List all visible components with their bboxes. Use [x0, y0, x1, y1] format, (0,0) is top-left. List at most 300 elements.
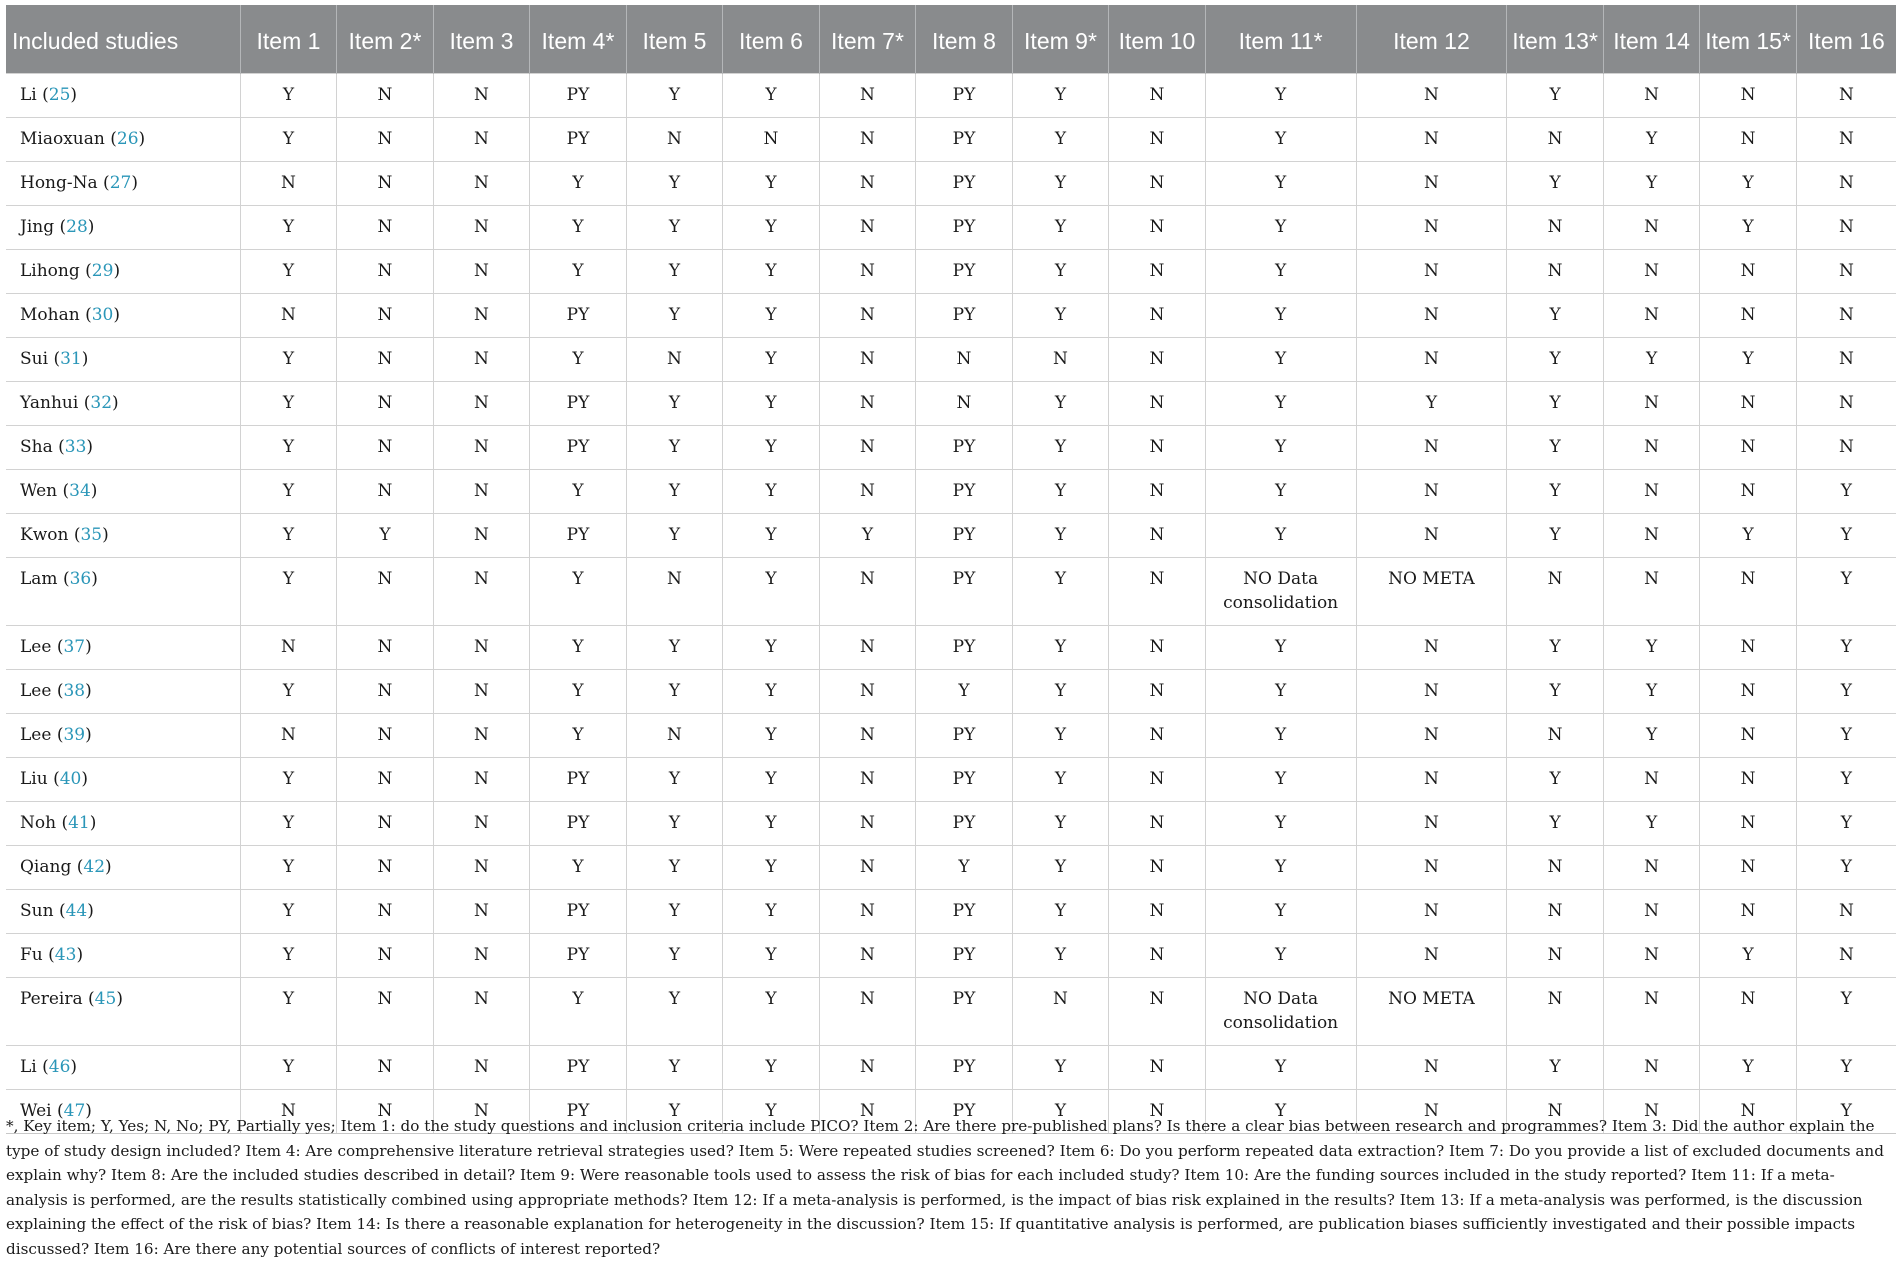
- rating-cell-item-2: N: [337, 758, 434, 802]
- rating-cell-item-16: N: [1796, 74, 1896, 118]
- study-name: Jing: [20, 217, 55, 237]
- rating-cell-item-10: N: [1109, 206, 1206, 250]
- rating-cell-item-14: N: [1603, 934, 1700, 978]
- rating-cell-item-15: N: [1700, 558, 1797, 626]
- rating-cell-item-2: N: [337, 934, 434, 978]
- rating-cell-item-11: Y: [1205, 846, 1356, 890]
- study-name-cell: Noh (41): [6, 802, 240, 846]
- rating-cell-item-3: N: [433, 514, 530, 558]
- rating-cell-item-5: Y: [626, 934, 723, 978]
- rating-cell-item-14: Y: [1603, 802, 1700, 846]
- rating-cell-item-15: N: [1700, 294, 1797, 338]
- rating-cell-item-14: N: [1603, 470, 1700, 514]
- rating-cell-item-7: N: [819, 118, 916, 162]
- rating-cell-item-14: N: [1603, 250, 1700, 294]
- rating-cell-item-5: N: [626, 714, 723, 758]
- rating-cell-item-7: N: [819, 74, 916, 118]
- rating-cell-item-6: Y: [723, 1090, 820, 1134]
- rating-cell-item-1: Y: [240, 514, 337, 558]
- rating-cell-item-9: N: [1012, 978, 1109, 1046]
- rating-cell-item-16: N: [1796, 382, 1896, 426]
- rating-cell-item-1: Y: [240, 978, 337, 1046]
- study-name: Lee: [20, 637, 52, 657]
- rating-cell-item-1: N: [240, 1090, 337, 1134]
- rating-cell-item-7: N: [819, 626, 916, 670]
- rating-cell-item-13: N: [1507, 118, 1604, 162]
- rating-cell-item-2: N: [337, 802, 434, 846]
- rating-cell-item-9: Y: [1012, 514, 1109, 558]
- rating-cell-item-4: Y: [530, 846, 627, 890]
- rating-cell-item-13: Y: [1507, 294, 1604, 338]
- rating-cell-item-14: Y: [1603, 626, 1700, 670]
- rating-cell-item-13: Y: [1507, 426, 1604, 470]
- rating-cell-item-4: PY: [530, 1090, 627, 1134]
- table-row: [6, 558, 1896, 626]
- rating-cell-item-3: N: [433, 934, 530, 978]
- rating-cell-item-14: Y: [1603, 338, 1700, 382]
- table-row: [6, 626, 1896, 670]
- rating-cell-item-4: Y: [530, 978, 627, 1046]
- table-row: [6, 382, 1896, 426]
- rating-cell-item-9: Y: [1012, 294, 1109, 338]
- reference-link[interactable]: 39: [63, 725, 86, 745]
- study-name: Hong-Na: [20, 173, 98, 193]
- rating-cell-item-6: Y: [723, 250, 820, 294]
- rating-cell-item-11: Y: [1205, 890, 1356, 934]
- rating-cell-item-1: Y: [240, 74, 337, 118]
- rating-cell-item-2: N: [337, 626, 434, 670]
- reference-link[interactable]: 25: [48, 85, 71, 105]
- reference-link[interactable]: 36: [69, 569, 92, 589]
- rating-cell-item-10: N: [1109, 118, 1206, 162]
- study-name-cell: Hong-Na (27): [6, 162, 240, 206]
- table-row: [6, 206, 1896, 250]
- rating-cell-item-8: PY: [916, 626, 1013, 670]
- rating-cell-item-1: Y: [240, 934, 337, 978]
- rating-cell-item-4: PY: [530, 758, 627, 802]
- rating-cell-item-6: Y: [723, 382, 820, 426]
- rating-cell-item-16: Y: [1796, 714, 1896, 758]
- rating-cell-item-7: N: [819, 802, 916, 846]
- table-row: [6, 338, 1896, 382]
- rating-cell-item-10: N: [1109, 890, 1206, 934]
- reference-link[interactable]: 32: [90, 393, 113, 413]
- reference-link[interactable]: 27: [109, 173, 132, 193]
- study-name-cell: Lee (38): [6, 670, 240, 714]
- rating-cell-item-9: Y: [1012, 934, 1109, 978]
- rating-cell-item-3: N: [433, 1046, 530, 1090]
- column-header-item-10: Item 10: [1109, 5, 1206, 74]
- reference-link[interactable]: 46: [48, 1057, 71, 1077]
- rating-cell-item-3: N: [433, 626, 530, 670]
- rating-cell-item-3: N: [433, 426, 530, 470]
- study-name: Sui: [20, 349, 49, 369]
- rating-cell-item-7: N: [819, 162, 916, 206]
- rating-cell-item-16: N: [1796, 890, 1896, 934]
- rating-cell-item-14: N: [1603, 206, 1700, 250]
- rating-cell-item-5: N: [626, 338, 723, 382]
- rating-cell-item-6: Y: [723, 338, 820, 382]
- rating-cell-item-15: N: [1700, 758, 1797, 802]
- rating-cell-item-3: N: [433, 470, 530, 514]
- column-header-item-8: Item 8: [916, 5, 1013, 74]
- rating-cell-item-2: N: [337, 890, 434, 934]
- rating-cell-item-8: PY: [916, 758, 1013, 802]
- study-name-cell: Yanhui (32): [6, 382, 240, 426]
- rating-cell-item-10: N: [1109, 626, 1206, 670]
- reference-link[interactable]: 40: [59, 769, 82, 789]
- rating-cell-item-2: N: [337, 846, 434, 890]
- rating-cell-item-13: Y: [1507, 382, 1604, 426]
- rating-cell-item-12: N: [1356, 714, 1507, 758]
- rating-cell-item-6: Y: [723, 978, 820, 1046]
- rating-cell-item-12: N: [1356, 846, 1507, 890]
- rating-cell-item-9: Y: [1012, 1090, 1109, 1134]
- rating-cell-item-4: Y: [530, 558, 627, 626]
- reference-link[interactable]: 34: [69, 481, 91, 501]
- rating-cell-item-5: Y: [626, 670, 723, 714]
- rating-cell-item-12: N: [1356, 294, 1507, 338]
- rating-cell-item-2: N: [337, 162, 434, 206]
- rating-cell-item-4: PY: [530, 1046, 627, 1090]
- table-row: [6, 162, 1896, 206]
- rating-cell-item-15: N: [1700, 118, 1797, 162]
- rating-cell-item-4: Y: [530, 470, 627, 514]
- rating-cell-item-9: Y: [1012, 670, 1109, 714]
- rating-cell-item-3: N: [433, 802, 530, 846]
- rating-cell-item-10: N: [1109, 558, 1206, 626]
- rating-cell-item-4: Y: [530, 626, 627, 670]
- column-header-item-15: Item 15*: [1700, 5, 1797, 74]
- rating-cell-item-7: N: [819, 846, 916, 890]
- rating-cell-item-11: Y: [1205, 294, 1356, 338]
- study-name: Lihong: [20, 261, 80, 281]
- rating-cell-item-6: Y: [723, 670, 820, 714]
- study-name: Li: [20, 85, 37, 105]
- rating-cell-item-9: Y: [1012, 890, 1109, 934]
- table-row: [6, 714, 1896, 758]
- table-header-row: [6, 5, 1896, 74]
- rating-cell-item-16: Y: [1796, 626, 1896, 670]
- study-name: Mohan: [20, 305, 80, 325]
- rating-cell-item-8: PY: [916, 206, 1013, 250]
- rating-cell-item-10: N: [1109, 758, 1206, 802]
- rating-cell-item-14: N: [1603, 74, 1700, 118]
- rating-cell-item-2: N: [337, 558, 434, 626]
- rating-cell-item-5: Y: [626, 162, 723, 206]
- study-name: Fu: [20, 945, 43, 965]
- rating-cell-item-15: N: [1700, 978, 1797, 1046]
- rating-cell-item-3: N: [433, 890, 530, 934]
- study-name: Miaoxuan: [20, 129, 105, 149]
- rating-cell-item-12: N: [1356, 934, 1507, 978]
- rating-cell-item-5: Y: [626, 1046, 723, 1090]
- rating-cell-item-2: N: [337, 714, 434, 758]
- rating-cell-item-2: N: [337, 1090, 434, 1134]
- reference-link[interactable]: 41: [68, 813, 90, 833]
- rating-cell-item-4: PY: [530, 74, 627, 118]
- reference-link[interactable]: 38: [63, 681, 86, 701]
- rating-cell-item-7: N: [819, 890, 916, 934]
- rating-cell-item-16: Y: [1796, 1046, 1896, 1090]
- rating-cell-item-11: Y: [1205, 934, 1356, 978]
- reference-link[interactable]: 31: [60, 349, 82, 369]
- rating-cell-item-13: Y: [1507, 802, 1604, 846]
- study-name-cell: Sui (31): [6, 338, 240, 382]
- rating-cell-item-2: N: [337, 978, 434, 1046]
- rating-cell-item-10: N: [1109, 382, 1206, 426]
- rating-cell-item-5: Y: [626, 978, 723, 1046]
- rating-cell-item-2: N: [337, 426, 434, 470]
- rating-cell-item-12: N: [1356, 890, 1507, 934]
- rating-cell-item-13: Y: [1507, 1046, 1604, 1090]
- rating-cell-item-1: N: [240, 626, 337, 670]
- rating-cell-item-11: Y: [1205, 206, 1356, 250]
- reference-link[interactable]: 26: [116, 129, 139, 149]
- rating-cell-item-11: Y: [1205, 1046, 1356, 1090]
- rating-cell-item-9: Y: [1012, 802, 1109, 846]
- rating-cell-item-12: N: [1356, 514, 1507, 558]
- rating-cell-item-16: N: [1796, 934, 1896, 978]
- rating-cell-item-13: Y: [1507, 470, 1604, 514]
- column-header-item-7: Item 7*: [819, 5, 916, 74]
- rating-cell-item-1: N: [240, 162, 337, 206]
- study-name-cell: Lee (39): [6, 714, 240, 758]
- rating-cell-item-2: N: [337, 382, 434, 426]
- rating-cell-item-15: N: [1700, 382, 1797, 426]
- reference-link[interactable]: 45: [94, 989, 117, 1009]
- rating-cell-item-15: N: [1700, 714, 1797, 758]
- rating-cell-item-14: Y: [1603, 714, 1700, 758]
- study-name: Lam: [20, 569, 58, 589]
- table-row: [6, 846, 1896, 890]
- rating-cell-item-9: Y: [1012, 250, 1109, 294]
- rating-cell-item-12: N: [1356, 758, 1507, 802]
- rating-cell-item-9: Y: [1012, 426, 1109, 470]
- rating-cell-item-6: Y: [723, 758, 820, 802]
- rating-cell-item-8: PY: [916, 250, 1013, 294]
- rating-cell-item-7: N: [819, 758, 916, 802]
- rating-cell-item-11: Y: [1205, 118, 1356, 162]
- study-name-cell: Wei (47): [6, 1090, 240, 1134]
- rating-cell-item-16: N: [1796, 338, 1896, 382]
- rating-cell-item-3: N: [433, 758, 530, 802]
- rating-cell-item-6: Y: [723, 558, 820, 626]
- rating-cell-item-11: Y: [1205, 426, 1356, 470]
- rating-cell-item-7: N: [819, 338, 916, 382]
- reference-link[interactable]: 43: [54, 945, 77, 965]
- rating-cell-item-7: N: [819, 206, 916, 250]
- rating-cell-item-4: Y: [530, 338, 627, 382]
- rating-cell-item-12: N: [1356, 802, 1507, 846]
- rating-cell-item-13: Y: [1507, 758, 1604, 802]
- rating-cell-item-8: PY: [916, 802, 1013, 846]
- rating-cell-item-10: N: [1109, 714, 1206, 758]
- rating-cell-item-13: N: [1507, 846, 1604, 890]
- reference-link[interactable]: 42: [83, 857, 106, 877]
- rating-cell-item-8: Y: [916, 846, 1013, 890]
- study-name: Li: [20, 1057, 37, 1077]
- reference-link[interactable]: 35: [80, 525, 103, 545]
- rating-cell-item-14: N: [1603, 514, 1700, 558]
- column-header-item-11: Item 11*: [1205, 5, 1356, 74]
- study-name: Sha: [20, 437, 53, 457]
- rating-cell-item-3: N: [433, 846, 530, 890]
- rating-cell-item-3: N: [433, 1090, 530, 1134]
- rating-cell-item-14: Y: [1603, 118, 1700, 162]
- rating-cell-item-16: N: [1796, 294, 1896, 338]
- rating-cell-item-5: N: [626, 118, 723, 162]
- rating-cell-item-15: Y: [1700, 514, 1797, 558]
- study-name-cell: Mohan (30): [6, 294, 240, 338]
- table-footnote: *, Key item; Y, Yes; N, No; PY, Partially yes; Item 1: do the study questions and inclusion criteria include PICO? Item 2: Are there pre-published plans? Is there a clear bias between research and programmes? Item 3: Did the author explain the type of study design included? Item 4: Are comprehensive literature retrieval strategies used? Item 5: Were repeated studies screened? Item 6: Do you perform repeated data extraction? Item 7: Do you provide a list of excluded documents and explain why? Item 8: Are the included studies described in detail? Item 9: Were reasonable tools used to assess the risk of bias for each included study? Item 10: Are the funding sources included in the study reported? Item 11: If a meta-analysis is performed, are the results statistically combined using appropriate methods? Item 12: If a meta-analysis is performed, is the impact of bias risk explained in the results? Item 13: If a meta-analysis was performed, is the discussion explaining the effect of the risk of bias? Item 14: Is there a reasonable explanation for heterogeneity in the discussion? Item 15: If quantitative analysis is performed, are publication biases sufficiently investigated and their possible impacts discussed? Item 16: Are there any potential sources of conflicts of interest reported?: [6, 1117, 1884, 1258]
- rating-cell-item-7: N: [819, 1046, 916, 1090]
- rating-cell-item-8: PY: [916, 162, 1013, 206]
- study-name: Yanhui: [20, 393, 79, 413]
- rating-cell-item-14: N: [1603, 1090, 1700, 1134]
- rating-cell-item-10: N: [1109, 338, 1206, 382]
- rating-cell-item-7: Y: [819, 514, 916, 558]
- rating-cell-item-9: Y: [1012, 758, 1109, 802]
- rating-cell-item-9: Y: [1012, 846, 1109, 890]
- reference-link[interactable]: 29: [91, 261, 114, 281]
- reference-link[interactable]: 37: [63, 637, 86, 657]
- rating-cell-item-10: N: [1109, 74, 1206, 118]
- rating-cell-item-14: N: [1603, 758, 1700, 802]
- rating-cell-item-3: N: [433, 382, 530, 426]
- rating-cell-item-5: Y: [626, 846, 723, 890]
- reference-link[interactable]: 33: [64, 437, 87, 457]
- table-row: [6, 934, 1896, 978]
- rating-cell-item-8: N: [916, 338, 1013, 382]
- rating-cell-item-9: Y: [1012, 382, 1109, 426]
- rating-cell-item-5: Y: [626, 1090, 723, 1134]
- rating-cell-item-15: N: [1700, 250, 1797, 294]
- rating-cell-item-10: N: [1109, 846, 1206, 890]
- rating-cell-item-16: N: [1796, 426, 1896, 470]
- rating-cell-item-2: N: [337, 250, 434, 294]
- rating-cell-item-14: Y: [1603, 162, 1700, 206]
- rating-cell-item-4: PY: [530, 382, 627, 426]
- table-row: [6, 74, 1896, 118]
- rating-cell-item-7: N: [819, 558, 916, 626]
- rating-cell-item-12: N: [1356, 338, 1507, 382]
- rating-cell-item-13: N: [1507, 1090, 1604, 1134]
- rating-cell-item-14: N: [1603, 846, 1700, 890]
- rating-cell-item-7: N: [819, 382, 916, 426]
- rating-cell-item-16: N: [1796, 118, 1896, 162]
- table-row: [6, 758, 1896, 802]
- rating-cell-item-6: Y: [723, 934, 820, 978]
- rating-cell-item-14: Y: [1603, 670, 1700, 714]
- study-name: Lee: [20, 681, 52, 701]
- rating-cell-item-3: N: [433, 206, 530, 250]
- reference-link[interactable]: 47: [63, 1101, 86, 1121]
- rating-cell-item-11: Y: [1205, 1090, 1356, 1134]
- rating-cell-item-3: N: [433, 74, 530, 118]
- table-row: [6, 426, 1896, 470]
- rating-cell-item-6: Y: [723, 426, 820, 470]
- rating-cell-item-8: Y: [916, 670, 1013, 714]
- rating-cell-item-9: Y: [1012, 162, 1109, 206]
- rating-cell-item-6: Y: [723, 74, 820, 118]
- rating-cell-item-12: NO META: [1356, 978, 1507, 1046]
- table-row: [6, 978, 1896, 1046]
- study-name: Noh: [20, 813, 57, 833]
- rating-cell-item-6: Y: [723, 626, 820, 670]
- rating-cell-item-1: N: [240, 294, 337, 338]
- table-body: [6, 74, 1896, 1134]
- rating-cell-item-4: PY: [530, 514, 627, 558]
- column-header-item-16: Item 16: [1796, 5, 1896, 74]
- rating-cell-item-8: PY: [916, 426, 1013, 470]
- rating-cell-item-13: Y: [1507, 670, 1604, 714]
- rating-cell-item-6: Y: [723, 470, 820, 514]
- rating-cell-item-5: Y: [626, 758, 723, 802]
- rating-cell-item-15: Y: [1700, 934, 1797, 978]
- rating-cell-item-11: NO Data consolidation: [1205, 558, 1356, 626]
- rating-cell-item-3: N: [433, 338, 530, 382]
- rating-cell-item-2: N: [337, 118, 434, 162]
- table-row: [6, 470, 1896, 514]
- rating-cell-item-13: N: [1507, 206, 1604, 250]
- rating-cell-item-10: N: [1109, 470, 1206, 514]
- reference-link[interactable]: 44: [65, 901, 88, 921]
- column-header-item-14: Item 14: [1603, 5, 1700, 74]
- rating-cell-item-3: N: [433, 162, 530, 206]
- rating-cell-item-9: Y: [1012, 558, 1109, 626]
- table-row: [6, 670, 1896, 714]
- rating-cell-item-2: N: [337, 670, 434, 714]
- rating-cell-item-8: PY: [916, 890, 1013, 934]
- study-name-cell: Lihong (29): [6, 250, 240, 294]
- rating-cell-item-15: N: [1700, 74, 1797, 118]
- rating-cell-item-15: N: [1700, 802, 1797, 846]
- rating-cell-item-1: Y: [240, 206, 337, 250]
- rating-cell-item-9: Y: [1012, 118, 1109, 162]
- rating-cell-item-4: Y: [530, 206, 627, 250]
- rating-cell-item-4: Y: [530, 162, 627, 206]
- rating-cell-item-8: PY: [916, 74, 1013, 118]
- rating-cell-item-6: Y: [723, 162, 820, 206]
- rating-cell-item-10: N: [1109, 1090, 1206, 1134]
- study-name-cell: Wen (34): [6, 470, 240, 514]
- column-header-item-9: Item 9*: [1012, 5, 1109, 74]
- reference-link[interactable]: 30: [91, 305, 114, 325]
- rating-cell-item-16: N: [1796, 162, 1896, 206]
- rating-cell-item-12: NO META: [1356, 558, 1507, 626]
- rating-cell-item-11: Y: [1205, 514, 1356, 558]
- study-name: Pereira: [20, 989, 83, 1009]
- rating-cell-item-5: Y: [626, 890, 723, 934]
- reference-link[interactable]: 28: [66, 217, 88, 237]
- rating-cell-item-15: N: [1700, 470, 1797, 514]
- rating-cell-item-11: Y: [1205, 250, 1356, 294]
- column-header-item-12: Item 12: [1356, 5, 1507, 74]
- column-header-item-2: Item 2*: [337, 5, 434, 74]
- rating-cell-item-4: PY: [530, 802, 627, 846]
- rating-cell-item-15: Y: [1700, 338, 1797, 382]
- rating-cell-item-9: Y: [1012, 470, 1109, 514]
- rating-cell-item-8: PY: [916, 118, 1013, 162]
- study-name: Lee: [20, 725, 52, 745]
- rating-cell-item-16: Y: [1796, 1090, 1896, 1134]
- rating-cell-item-14: N: [1603, 382, 1700, 426]
- rating-cell-item-1: Y: [240, 426, 337, 470]
- rating-cell-item-14: N: [1603, 1046, 1700, 1090]
- rating-cell-item-14: N: [1603, 978, 1700, 1046]
- rating-cell-item-12: N: [1356, 626, 1507, 670]
